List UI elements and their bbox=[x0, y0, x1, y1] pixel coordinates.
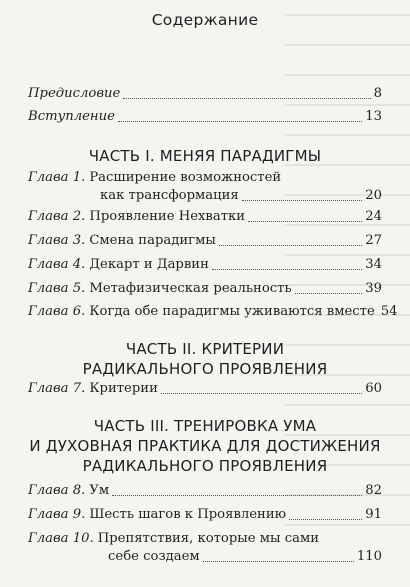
part-heading-1: ЧАСТЬ I. МЕНЯЯ ПАРАДИГМЫ bbox=[88, 147, 322, 165]
chapter-number: Глава 2. bbox=[28, 209, 86, 224]
chapter-number: Глава 4. bbox=[28, 257, 86, 272]
toc-entry-preface[interactable] bbox=[28, 85, 382, 103]
chapter-title-line1: Расширение возможностей bbox=[89, 170, 282, 185]
chapter-number: Глава 5. bbox=[28, 281, 86, 296]
page-number: 60 bbox=[365, 381, 382, 396]
leader-dots bbox=[203, 561, 354, 562]
chapter-title: Критерии bbox=[89, 381, 158, 396]
leader-dots bbox=[112, 495, 362, 496]
part-heading-3-line2: И ДУХОВНАЯ ПРАКТИКА ДЛЯ ДОСТИЖЕНИЯ bbox=[29, 437, 381, 455]
chapter-title-line2: себе создаем bbox=[108, 549, 200, 564]
toc-entry-chapter-3[interactable] bbox=[28, 232, 382, 250]
toc-entry-chapter-4[interactable] bbox=[28, 256, 382, 274]
page-number: 82 bbox=[365, 483, 382, 498]
leader-dots bbox=[289, 519, 362, 520]
part-heading-3-line3: РАДИКАЛЬНОГО ПРОЯВЛЕНИЯ bbox=[82, 457, 328, 475]
page-number: 39 bbox=[365, 281, 382, 296]
leader-dots bbox=[123, 98, 370, 99]
chapter-title: Когда обе парадигмы уживаются вместе bbox=[89, 304, 375, 319]
toc-entry-chapter-9[interactable] bbox=[28, 506, 382, 524]
chapter-title: Декарт и Дарвин bbox=[89, 257, 209, 272]
toc-entry-chapter-8[interactable] bbox=[28, 482, 382, 500]
chapter-number: Глава 10. bbox=[28, 531, 94, 546]
chapter-title-line1: Препятствия, которые мы сами bbox=[97, 531, 320, 546]
chapter-number: Глава 6. bbox=[28, 304, 86, 319]
chapter-number: Глава 3. bbox=[28, 233, 86, 248]
toc-entry-chapter-6[interactable] bbox=[28, 303, 398, 321]
page-number: 24 bbox=[365, 209, 382, 224]
leader-dots bbox=[118, 121, 362, 122]
part-heading-2-line1: ЧАСТЬ II. КРИТЕРИИ bbox=[125, 340, 285, 358]
chapter-title-line2: как трансформация bbox=[100, 188, 239, 203]
page-number: 20 bbox=[365, 188, 382, 203]
toc-entry-chapter-7[interactable] bbox=[28, 380, 382, 398]
leader-dots bbox=[219, 245, 362, 246]
chapter-title: Шесть шагов к Проявлению bbox=[89, 507, 287, 522]
toc-entry-chapter-2[interactable] bbox=[28, 208, 382, 226]
chapter-number: Глава 7. bbox=[28, 381, 86, 396]
chapter-title: Метафизическая реальность bbox=[89, 281, 292, 296]
chapter-title: Проявление Нехватки bbox=[89, 209, 246, 224]
chapter-number: Глава 1. bbox=[28, 170, 86, 185]
page-title: Содержание bbox=[151, 11, 259, 29]
page-number: 8 bbox=[373, 86, 382, 101]
leader-dots bbox=[248, 221, 362, 222]
leader-dots bbox=[242, 200, 362, 201]
page-number: 54 bbox=[380, 304, 398, 319]
toc-entry-chapter-5[interactable] bbox=[28, 280, 382, 298]
entry-label: Предисловие bbox=[28, 86, 121, 101]
chapter-title: Смена парадигмы bbox=[89, 233, 216, 248]
page-number: 34 bbox=[365, 257, 382, 272]
leader-dots bbox=[161, 393, 362, 394]
chapter-number: Глава 8. bbox=[28, 483, 86, 498]
page-number: 27 bbox=[365, 233, 382, 248]
toc-entry-introduction[interactable] bbox=[28, 108, 382, 126]
toc-entry-chapter-10[interactable] bbox=[28, 530, 382, 566]
leader-dots bbox=[295, 293, 363, 294]
page-number: 91 bbox=[365, 507, 382, 522]
part-heading-3-line1: ЧАСТЬ III. ТРЕНИРОВКА УМА bbox=[93, 417, 317, 435]
toc-entry-chapter-1[interactable] bbox=[28, 169, 382, 205]
chapter-number: Глава 9. bbox=[28, 507, 86, 522]
entry-label: Вступление bbox=[28, 109, 115, 124]
page-number: 110 bbox=[356, 549, 382, 564]
chapter-title: Ум bbox=[89, 483, 110, 498]
part-heading-2-line2: РАДИКАЛЬНОГО ПРОЯВЛЕНИЯ bbox=[82, 360, 328, 378]
leader-dots bbox=[212, 269, 362, 270]
page-number: 13 bbox=[365, 109, 382, 124]
